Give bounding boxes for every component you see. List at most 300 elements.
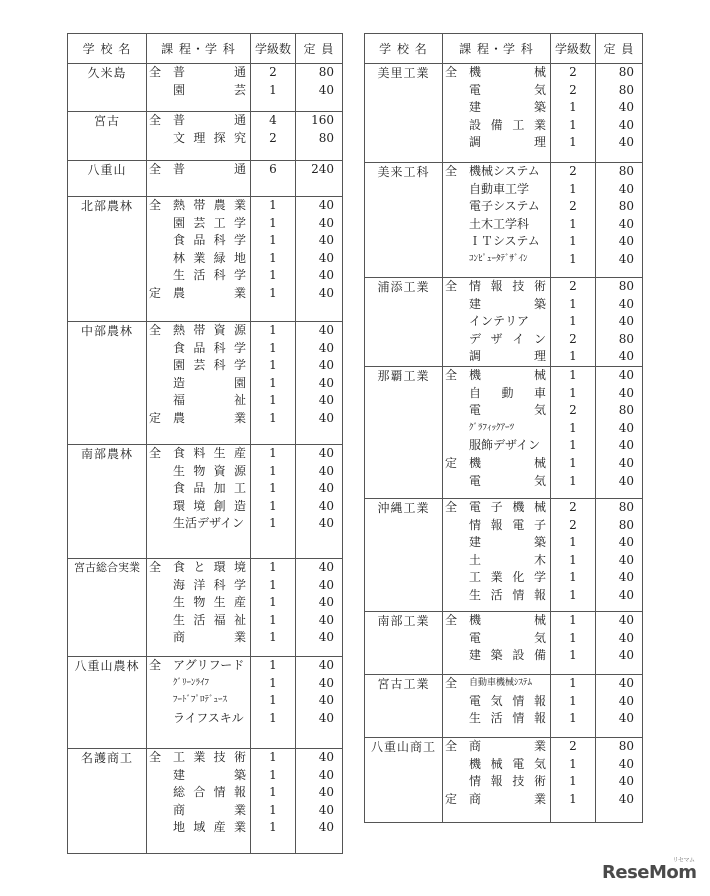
- course-line: [443, 64, 550, 82]
- class-count: 1: [269, 340, 277, 355]
- class-count: 1: [269, 820, 277, 835]
- course-type: 定: [149, 410, 162, 425]
- class-count: 2: [569, 738, 577, 753]
- class-count: 1: [269, 446, 277, 460]
- classes-cell: [251, 749, 296, 854]
- class-count: 2: [569, 403, 577, 418]
- header-course: 課 程・学 科: [443, 34, 551, 64]
- course-line: [443, 647, 550, 665]
- class-count: 2: [269, 65, 277, 79]
- right-table-body: [365, 64, 643, 823]
- course-type: 全: [445, 675, 458, 690]
- capacity-value: 40: [618, 438, 634, 453]
- capacity-cell: [596, 163, 643, 278]
- capacity-value: 40: [318, 82, 334, 97]
- course-line: [147, 767, 250, 785]
- course-line: [147, 802, 250, 820]
- left-table-body: [68, 64, 343, 854]
- capacity-value: 40: [318, 710, 334, 725]
- course-line: [147, 612, 250, 630]
- classes-cell: [551, 674, 596, 737]
- course-line: [147, 64, 250, 82]
- course-name: 食 品 加 工: [173, 481, 246, 496]
- course-type: 定: [445, 455, 458, 470]
- capacity-value: 40: [318, 630, 334, 645]
- course-name: 食 料 生 産: [173, 446, 246, 460]
- classes-cell: [551, 366, 596, 498]
- course-name: 電 子 機 械: [469, 499, 546, 514]
- class-count: 1: [269, 250, 277, 265]
- course-line: [443, 791, 550, 809]
- course-name: ｺﾝﾋﾟｭｰﾀﾃﾞｻﾞｲﾝ: [469, 253, 528, 264]
- capacity-cell: [296, 197, 343, 322]
- class-count: 1: [569, 314, 577, 329]
- capacity-value: 80: [618, 499, 634, 514]
- course-line: [443, 385, 550, 403]
- capacity-value: 40: [318, 675, 334, 690]
- capacity-value: 40: [618, 234, 634, 249]
- course-name: 生 活 科 学: [173, 268, 246, 283]
- school-name: 沖縄工業: [365, 498, 443, 611]
- course-line: [443, 348, 550, 366]
- capacity-cell: [296, 322, 343, 445]
- classes-cell: [251, 445, 296, 559]
- course-name: 海 洋 科 学: [173, 577, 246, 592]
- course-name: 園 芸: [173, 82, 246, 97]
- class-count: 1: [269, 577, 277, 592]
- capacity-value: 40: [318, 285, 334, 300]
- logo-subtext: リセマム: [672, 857, 695, 864]
- course-name: アグリフード: [173, 658, 245, 672]
- capacity-value: 40: [318, 612, 334, 627]
- course-name: ライフスキル: [173, 710, 244, 725]
- course-line: [443, 198, 550, 216]
- course-name: 自動車機械ｼｽﾃﾑ: [469, 677, 533, 688]
- course-name: 土 木: [469, 552, 546, 567]
- capacity-value: 40: [618, 216, 634, 231]
- school-name: 南部農林: [68, 445, 147, 559]
- course-line: [443, 738, 550, 756]
- course-line: [147, 285, 250, 303]
- capacity-value: 40: [618, 612, 634, 627]
- school-name: 宮古: [68, 112, 147, 161]
- course-line: [443, 587, 550, 605]
- course-name: 情 報 技 術: [469, 774, 546, 789]
- course-name: 普 通: [173, 65, 246, 79]
- class-count: 1: [269, 630, 277, 645]
- class-count: 1: [569, 711, 577, 726]
- course-name: 工 業 技 術: [173, 750, 246, 764]
- class-count: 1: [269, 658, 277, 672]
- capacity-value: 40: [318, 323, 334, 337]
- school-row: [365, 611, 643, 674]
- course-name: 福 祉: [173, 393, 246, 408]
- school-name: 名護商工: [68, 749, 147, 854]
- classes-cell: [251, 161, 296, 197]
- capacity-cell: [296, 64, 343, 112]
- capacity-cell: [596, 674, 643, 737]
- classes-cell: [251, 559, 296, 657]
- school-row: [68, 749, 343, 854]
- class-count: 1: [269, 612, 277, 627]
- capacity-value: 40: [318, 446, 334, 460]
- class-count: 2: [569, 499, 577, 514]
- header-row: [68, 34, 343, 64]
- course-line: [147, 375, 250, 393]
- right-enrollment-table: [364, 33, 643, 823]
- course-line: [147, 675, 250, 693]
- capacity-value: 40: [618, 385, 634, 400]
- course-type: 全: [149, 658, 162, 672]
- course-name: 機 械 電 気: [469, 756, 546, 771]
- course-line: [443, 163, 550, 181]
- course-cell: [147, 322, 251, 445]
- capacity-value: 40: [318, 463, 334, 478]
- course-name: 造 園: [173, 375, 246, 390]
- capacity-cell: [296, 161, 343, 197]
- capacity-value: 40: [318, 375, 334, 390]
- course-name: 食 と 環 境: [173, 560, 246, 574]
- course-name: 建 築: [469, 100, 546, 115]
- course-line: [147, 112, 250, 130]
- course-line: [147, 250, 250, 268]
- course-line: [147, 784, 250, 802]
- capacity-value: 40: [618, 251, 634, 266]
- course-name: 電 気: [469, 403, 546, 418]
- school-row: [68, 112, 343, 161]
- class-count: 1: [569, 473, 577, 488]
- capacity-value: 40: [618, 675, 634, 690]
- course-line: [443, 710, 550, 728]
- capacity-value: 40: [618, 587, 634, 602]
- classes-cell: [551, 64, 596, 163]
- course-line: [443, 473, 550, 491]
- course-type: 全: [149, 162, 162, 176]
- course-type: 全: [149, 446, 162, 460]
- school-row: [365, 498, 643, 611]
- course-name: 林 業 緑 地: [173, 250, 246, 265]
- course-type: 全: [445, 499, 458, 514]
- classes-cell: [251, 657, 296, 749]
- course-name: 電 気: [469, 473, 546, 488]
- course-line: [147, 559, 250, 577]
- course-name: 調 理: [469, 349, 546, 364]
- class-count: 1: [269, 358, 277, 373]
- course-name: 建 築: [469, 296, 546, 311]
- header-classes: 学級数: [551, 34, 596, 64]
- school-name: 浦添工業: [365, 278, 443, 367]
- course-name: 機械システム: [469, 164, 540, 178]
- capacity-value: 40: [318, 410, 334, 425]
- class-count: 1: [269, 233, 277, 248]
- capacity-value: 80: [618, 738, 634, 753]
- class-count: 2: [569, 164, 577, 178]
- class-count: 1: [269, 710, 277, 725]
- course-name: 生 物 生 産: [173, 595, 246, 610]
- classes-cell: [251, 197, 296, 322]
- course-type: 全: [149, 113, 162, 127]
- capacity-value: 160: [311, 113, 334, 127]
- course-cell: [147, 112, 251, 161]
- course-line: [443, 420, 550, 438]
- course-line: [443, 313, 550, 331]
- capacity-value: 40: [318, 750, 334, 764]
- course-name: 設 備 工 業: [469, 117, 546, 132]
- course-name: 工 業 化 学: [469, 570, 546, 585]
- course-line: [443, 756, 550, 774]
- class-count: 1: [569, 612, 577, 627]
- course-line: [443, 612, 550, 630]
- course-line: [147, 130, 250, 148]
- course-name: 情 報 電 子: [469, 517, 546, 532]
- capacity-value: 80: [618, 279, 634, 293]
- course-line: [147, 445, 250, 463]
- course-type: 全: [445, 612, 458, 627]
- course-line: [147, 322, 250, 340]
- course-type: 全: [445, 65, 458, 79]
- course-line: [443, 402, 550, 420]
- course-name: 生活デザイン: [173, 516, 245, 531]
- class-count: 1: [569, 216, 577, 231]
- capacity-cell: [296, 559, 343, 657]
- course-name: ﾌｰﾄﾞﾌﾟﾛﾃﾞｭｰｽ: [173, 695, 228, 706]
- course-line: [147, 232, 250, 250]
- class-count: 1: [269, 498, 277, 513]
- course-line: [147, 515, 250, 533]
- course-cell: [147, 161, 251, 197]
- course-line: [147, 498, 250, 516]
- course-line: [443, 773, 550, 791]
- class-count: 1: [569, 693, 577, 708]
- course-name: 情 報 技 術: [469, 279, 546, 293]
- course-cell: [443, 366, 551, 498]
- course-name: 園 芸 科 学: [173, 358, 246, 373]
- class-count: 2: [569, 279, 577, 293]
- course-name: 食 品 科 学: [173, 340, 246, 355]
- school-name: 八重山商工: [365, 737, 443, 822]
- header-capacity: 定 員: [296, 34, 343, 64]
- course-name: 商 業: [469, 738, 546, 753]
- class-count: 1: [569, 100, 577, 115]
- course-type: 全: [149, 323, 162, 337]
- capacity-value: 80: [618, 164, 634, 178]
- course-name: 熱 帯 資 源: [173, 323, 246, 337]
- school-row: [365, 278, 643, 367]
- class-count: 1: [269, 750, 277, 764]
- course-name: 自 動 車: [469, 385, 546, 400]
- capacity-value: 40: [618, 117, 634, 132]
- course-line: [443, 99, 550, 117]
- capacity-value: 40: [618, 314, 634, 329]
- class-count: 1: [569, 296, 577, 311]
- course-cell: [147, 749, 251, 854]
- capacity-value: 80: [618, 331, 634, 346]
- capacity-value: 40: [618, 693, 634, 708]
- class-count: 1: [269, 767, 277, 782]
- school-name: 北部農林: [68, 197, 147, 322]
- course-name: 農 業: [173, 285, 246, 300]
- class-count: 1: [569, 791, 577, 806]
- school-row: [365, 674, 643, 737]
- course-line: [147, 577, 250, 595]
- capacity-cell: [596, 611, 643, 674]
- course-name: 機 械: [469, 455, 546, 470]
- header-classes: 学級数: [251, 34, 296, 64]
- capacity-value: 40: [318, 358, 334, 373]
- course-name: 機 械: [469, 612, 546, 627]
- capacity-value: 40: [618, 367, 634, 382]
- school-name: 久米島: [68, 64, 147, 112]
- course-type: 全: [149, 198, 162, 212]
- course-line: [147, 215, 250, 233]
- course-name: 園 芸 工 学: [173, 215, 246, 230]
- course-cell: [443, 611, 551, 674]
- course-name: 農 業: [173, 410, 246, 425]
- course-line: [147, 82, 250, 100]
- classes-cell: [551, 278, 596, 367]
- capacity-value: 40: [618, 135, 634, 150]
- course-name: 機 械: [469, 65, 546, 79]
- class-count: 1: [269, 516, 277, 531]
- class-count: 1: [569, 349, 577, 364]
- course-cell: [443, 64, 551, 163]
- school-name: 宮古総合実業: [68, 559, 147, 657]
- capacity-value: 40: [618, 349, 634, 364]
- course-name: 生 活 情 報: [469, 587, 546, 602]
- course-line: [443, 552, 550, 570]
- capacity-value: 40: [318, 268, 334, 283]
- capacity-value: 40: [618, 791, 634, 806]
- course-line: [443, 278, 550, 296]
- course-line: [443, 569, 550, 587]
- class-count: 1: [269, 82, 277, 97]
- course-cell: [147, 64, 251, 112]
- course-line: [443, 251, 550, 269]
- class-count: 1: [269, 268, 277, 283]
- capacity-value: 40: [318, 198, 334, 212]
- capacity-value: 80: [318, 65, 334, 79]
- capacity-value: 40: [318, 215, 334, 230]
- capacity-value: 40: [318, 393, 334, 408]
- course-line: [443, 437, 550, 455]
- school-row: [68, 64, 343, 112]
- class-count: 6: [269, 162, 277, 176]
- course-name: 建 築 設 備: [469, 648, 546, 663]
- capacity-value: 80: [618, 517, 634, 532]
- capacity-value: 40: [318, 516, 334, 531]
- capacity-value: 40: [318, 693, 334, 708]
- course-name: 商 業: [173, 802, 246, 817]
- capacity-value: 40: [618, 756, 634, 771]
- course-line: [147, 594, 250, 612]
- course-name: ｸﾞﾘｰﾝﾗｲﾌ: [173, 677, 210, 688]
- class-count: 1: [569, 234, 577, 249]
- class-count: 2: [569, 331, 577, 346]
- capacity-value: 40: [618, 630, 634, 645]
- capacity-value: 40: [318, 820, 334, 835]
- course-name: ｸﾞﾗﾌｨｯｸｱｰﾂ: [469, 422, 515, 433]
- class-count: 2: [569, 517, 577, 532]
- class-count: 2: [569, 199, 577, 214]
- capacity-cell: [296, 112, 343, 161]
- course-name: 商 業: [469, 791, 546, 806]
- capacity-cell: [596, 278, 643, 367]
- course-name: 生 活 福 祉: [173, 612, 246, 627]
- course-type: 全: [445, 164, 458, 178]
- capacity-value: 40: [318, 577, 334, 592]
- course-line: [443, 216, 550, 234]
- course-line: [443, 82, 550, 100]
- capacity-value: 240: [311, 162, 334, 176]
- classes-cell: [251, 112, 296, 161]
- classes-cell: [251, 64, 296, 112]
- course-name: 環 境 創 造: [173, 498, 246, 513]
- class-count: 1: [269, 560, 277, 574]
- course-type: 全: [445, 367, 458, 382]
- course-line: [147, 657, 250, 675]
- course-line: [147, 463, 250, 481]
- logo-text: ReseMom: [602, 862, 697, 883]
- course-name: 商 業: [173, 630, 246, 645]
- course-line: [443, 331, 550, 349]
- class-count: 1: [569, 570, 577, 585]
- course-name: 調 理: [469, 135, 546, 150]
- class-count: 1: [269, 463, 277, 478]
- classes-cell: [551, 611, 596, 674]
- class-count: 1: [569, 367, 577, 382]
- class-count: 1: [269, 410, 277, 425]
- class-count: 1: [269, 693, 277, 708]
- course-line: [443, 233, 550, 251]
- course-line: [147, 197, 250, 215]
- class-count: 1: [269, 285, 277, 300]
- header-school: 学 校 名: [365, 34, 443, 64]
- capacity-value: 40: [618, 570, 634, 585]
- class-count: 1: [269, 595, 277, 610]
- class-count: 1: [269, 198, 277, 212]
- class-count: 1: [269, 323, 277, 337]
- capacity-value: 40: [618, 648, 634, 663]
- classes-cell: [551, 163, 596, 278]
- header-capacity: 定 員: [596, 34, 643, 64]
- course-cell: [147, 197, 251, 322]
- header-school: 学 校 名: [68, 34, 147, 64]
- school-row: [365, 64, 643, 163]
- school-row: [68, 559, 343, 657]
- class-count: 1: [569, 420, 577, 435]
- capacity-cell: [596, 498, 643, 611]
- capacity-value: 40: [318, 250, 334, 265]
- school-name: 南部工業: [365, 611, 443, 674]
- capacity-value: 40: [318, 785, 334, 800]
- course-name: 生 活 情 報: [469, 711, 546, 726]
- capacity-cell: [596, 64, 643, 163]
- course-line: [443, 296, 550, 314]
- course-type: 定: [445, 791, 458, 806]
- capacity-value: 80: [618, 199, 634, 214]
- course-name: 食 品 科 学: [173, 233, 246, 248]
- school-row: [365, 163, 643, 278]
- capacity-value: 40: [318, 658, 334, 672]
- course-name: 普 通: [173, 162, 246, 176]
- class-count: 2: [569, 82, 577, 97]
- capacity-value: 40: [318, 498, 334, 513]
- course-line: [147, 357, 250, 375]
- course-line: [147, 749, 250, 767]
- course-line: [147, 410, 250, 428]
- class-count: 1: [569, 675, 577, 690]
- class-count: 1: [569, 117, 577, 132]
